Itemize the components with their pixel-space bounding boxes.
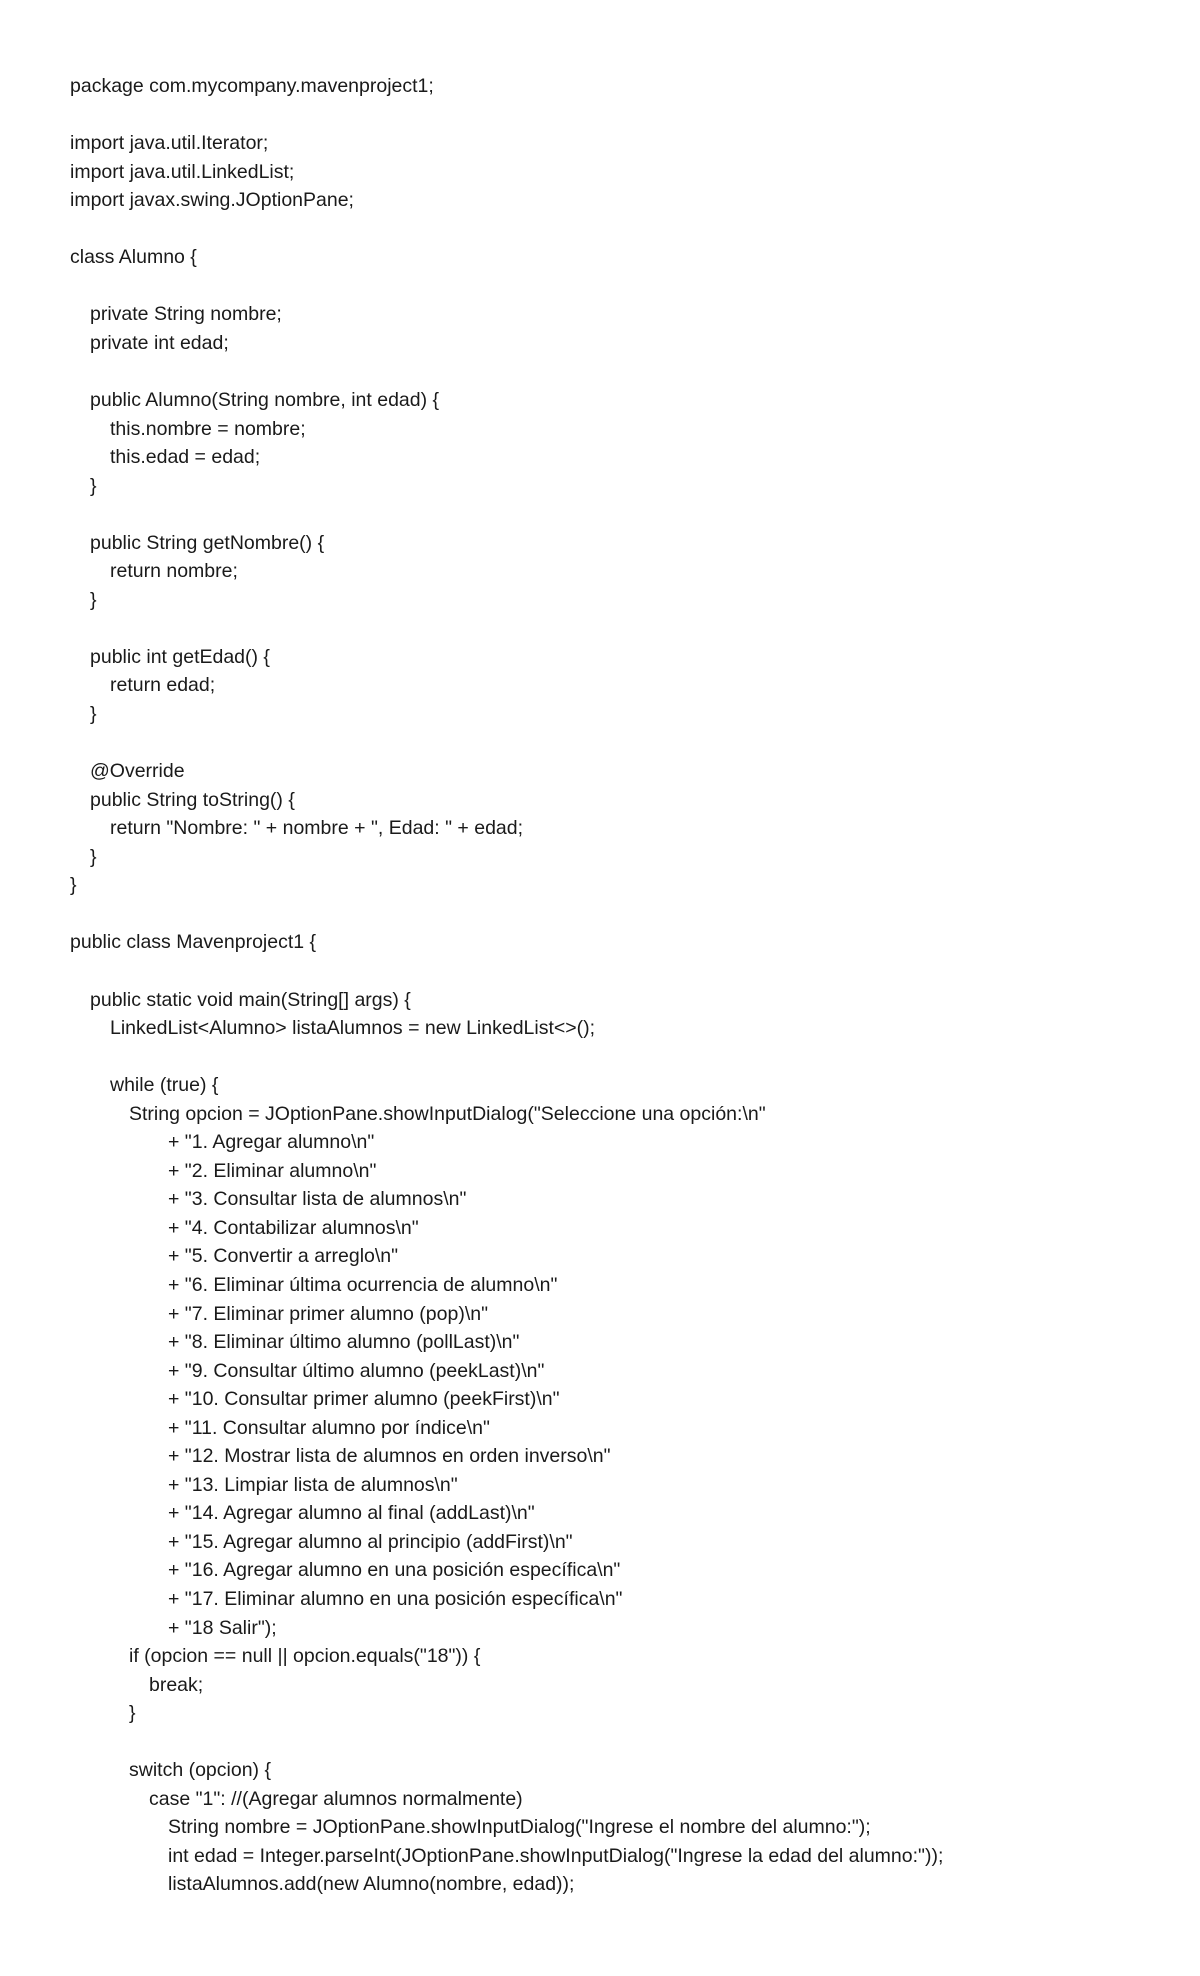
code-line: public Alumno(String nombre, int edad) { xyxy=(90,389,440,412)
code-line: int edad = Integer.parseInt(JOptionPane.showInputDialog("Ingrese la edad del alumno:")); xyxy=(168,1844,944,1867)
code-line: this.nombre = nombre; xyxy=(110,417,306,440)
code-line: public String toString() { xyxy=(90,788,295,811)
code-line: return edad; xyxy=(110,674,216,697)
code-line: public class Mavenproject1 { xyxy=(70,931,317,954)
code-line: import javax.swing.JOptionPane; xyxy=(70,189,354,212)
code-line xyxy=(70,957,943,986)
code-line: return "Nombre: " + nombre + ", Edad: " + edad; xyxy=(110,817,524,840)
code-line: + "7. Eliminar primer alumno (pop)\n" xyxy=(168,1302,489,1325)
code-line: package com.mycompany.mavenproject1; xyxy=(70,75,434,97)
code-line: this.edad = edad; xyxy=(110,446,261,469)
code-line: private int edad; xyxy=(90,331,229,354)
code-line xyxy=(70,500,943,529)
code-line xyxy=(70,729,943,758)
code-line: String nombre = JOptionPane.showInputDialog("Ingrese el nombre del alumno:"); xyxy=(168,1816,871,1839)
code-line: } xyxy=(70,874,77,897)
code-line: + "9. Consultar último alumno (peekLast)\n" xyxy=(168,1359,545,1382)
code-line: public static void main(String[] args) { xyxy=(90,988,411,1011)
code-line: } xyxy=(90,845,97,868)
code-line: + "10. Consultar primer alumno (peekFirst)\n" xyxy=(168,1388,560,1411)
code-line: if (opcion == null || opcion.equals("18")) { xyxy=(129,1645,481,1668)
code-line: listaAlumnos.add(new Alumno(nombre, edad)); xyxy=(168,1873,575,1896)
code-line: + "13. Limpiar lista de alumnos\n" xyxy=(168,1473,458,1496)
code-line: class Alumno { xyxy=(70,246,197,269)
code-line: + "17. Eliminar alumno en una posición específica\n" xyxy=(168,1587,623,1610)
code-line: + "16. Agregar alumno en una posición específica\n" xyxy=(168,1559,621,1582)
code-line: return nombre; xyxy=(110,560,238,583)
code-line: } xyxy=(129,1702,136,1725)
code-line: } xyxy=(90,703,97,726)
code-line: break; xyxy=(149,1673,204,1696)
code-line xyxy=(70,272,943,301)
code-line: } xyxy=(90,588,97,611)
code-line xyxy=(70,357,943,386)
code-line: + "14. Agregar alumno al final (addLast)\n" xyxy=(168,1502,535,1525)
code-listing xyxy=(70,72,943,1899)
code-line: private String nombre; xyxy=(90,303,282,326)
code-line xyxy=(70,900,943,929)
code-line: + "1. Agregar alumno\n" xyxy=(168,1131,375,1154)
code-line: case "1": //(Agregar alumnos normalmente) xyxy=(149,1787,523,1810)
code-line: + "8. Eliminar último alumno (pollLast)\n" xyxy=(168,1331,520,1354)
code-line: while (true) { xyxy=(110,1074,219,1097)
code-line: + "11. Consultar alumno por índice\n" xyxy=(168,1416,490,1439)
code-line: + "2. Eliminar alumno\n" xyxy=(168,1159,377,1182)
code-line: } xyxy=(90,474,97,497)
code-line: + "4. Contabilizar alumnos\n" xyxy=(168,1216,419,1239)
code-line: + "18 Salir"); xyxy=(168,1616,277,1639)
code-line: switch (opcion) { xyxy=(129,1759,271,1782)
code-line: + "15. Agregar alumno al principio (addFirst)\n" xyxy=(168,1530,573,1553)
code-line: + "12. Mostrar lista de alumnos en orden inverso\n" xyxy=(168,1445,611,1468)
code-line: + "3. Consultar lista de alumnos\n" xyxy=(168,1188,467,1211)
code-line: public String getNombre() { xyxy=(90,531,325,554)
code-line: + "5. Convertir a arreglo\n" xyxy=(168,1245,399,1268)
code-line: import java.util.Iterator; xyxy=(70,132,269,155)
code-line xyxy=(70,215,943,244)
code-line: @Override xyxy=(90,760,185,783)
code-line xyxy=(70,1043,943,1072)
code-line xyxy=(70,1728,943,1757)
code-line xyxy=(70,101,943,130)
code-line: LinkedList<Alumno> listaAlumnos = new LinkedList<>(); xyxy=(110,1017,596,1040)
code-line: public int getEdad() { xyxy=(90,645,270,668)
code-line: + "6. Eliminar última ocurrencia de alumno\n" xyxy=(168,1273,558,1296)
code-line xyxy=(70,614,943,643)
code-line: import java.util.LinkedList; xyxy=(70,160,295,183)
code-line: String opcion = JOptionPane.showInputDialog("Seleccione una opción:\n" xyxy=(129,1102,766,1125)
